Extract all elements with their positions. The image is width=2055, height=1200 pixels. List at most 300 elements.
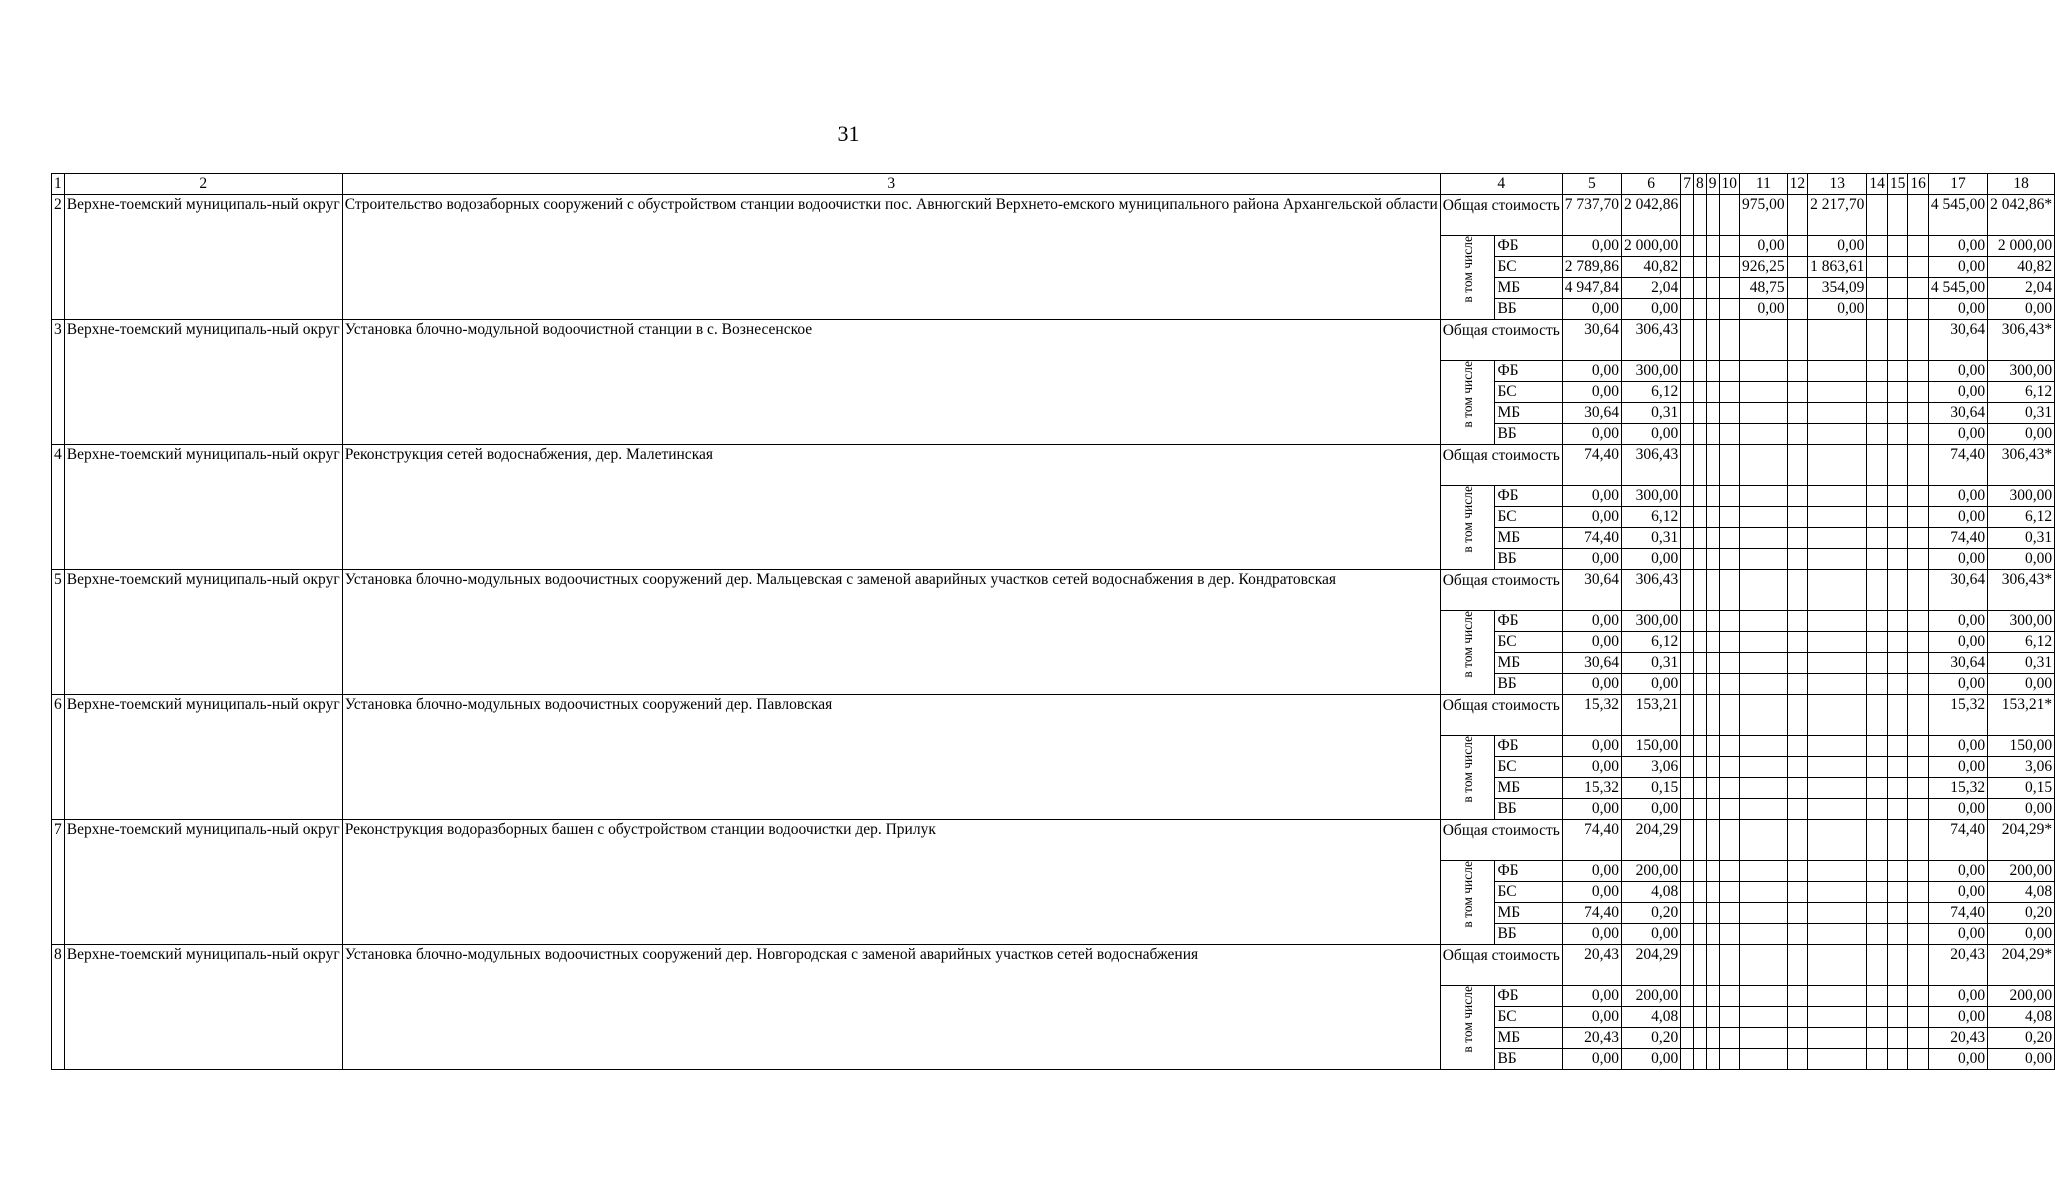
source-value-col-17: 0,00 (1928, 632, 1987, 653)
source-value-col-12 (1787, 1028, 1808, 1049)
source-value-col-5: 0,00 (1562, 986, 1621, 1007)
source-value-col-12 (1787, 882, 1808, 903)
source-value-col-10 (1719, 611, 1740, 632)
total-value-col-14 (1867, 570, 1888, 611)
source-value-col-10 (1719, 736, 1740, 757)
source-value-col-9 (1706, 778, 1719, 799)
source-value-col-6: 0,00 (1622, 1049, 1681, 1070)
source-value-col-16 (1908, 528, 1929, 549)
source-value-col-5: 0,00 (1562, 924, 1621, 945)
total-value-col-12 (1787, 570, 1808, 611)
source-value-col-14 (1867, 611, 1888, 632)
total-value-col-5: 20,43 (1562, 945, 1621, 986)
source-value-col-10 (1719, 1028, 1740, 1049)
total-value-col-13 (1808, 320, 1867, 361)
source-value-col-9 (1706, 861, 1719, 882)
source-value-col-18: 0,00 (1988, 1049, 2055, 1070)
source-value-col-16 (1908, 1049, 1929, 1070)
source-value-col-7 (1681, 1049, 1694, 1070)
district-name: Верхне-тоемский муниципаль-ный округ (64, 945, 342, 1070)
column-number-8: 8 (1694, 174, 1707, 195)
source-value-col-16 (1908, 486, 1929, 507)
funding-source-code: ФБ (1495, 986, 1562, 1007)
source-value-col-6: 4,08 (1622, 882, 1681, 903)
source-value-col-5: 2 789,86 (1562, 257, 1621, 278)
source-value-col-16 (1908, 674, 1929, 695)
total-value-col-5: 74,40 (1562, 445, 1621, 486)
project-number: 6 (52, 695, 65, 820)
source-value-col-14 (1867, 549, 1888, 570)
source-value-col-6: 0,00 (1622, 299, 1681, 320)
source-value-col-17: 0,00 (1928, 1049, 1987, 1070)
source-value-col-13 (1808, 653, 1867, 674)
total-value-col-6: 153,21 (1622, 695, 1681, 736)
source-value-col-7 (1681, 653, 1694, 674)
total-value-col-13 (1808, 445, 1867, 486)
total-value-col-9 (1706, 820, 1719, 861)
in-that-text: в том числе (1460, 861, 1476, 928)
total-value-col-17: 4 545,00 (1928, 195, 1987, 236)
source-value-col-12 (1787, 549, 1808, 570)
total-value-col-6: 306,43 (1622, 445, 1681, 486)
funding-source-code: ВБ (1495, 549, 1562, 570)
source-value-col-17: 0,00 (1928, 799, 1987, 820)
total-value-col-14 (1867, 195, 1888, 236)
total-value-col-14 (1867, 820, 1888, 861)
total-cost-label: Общая стоимость (1440, 195, 1562, 236)
source-value-col-7 (1681, 611, 1694, 632)
in-that-text: в том числе (1460, 736, 1476, 803)
source-value-col-8 (1694, 1049, 1707, 1070)
source-value-col-9 (1706, 799, 1719, 820)
source-value-col-6: 150,00 (1622, 736, 1681, 757)
source-value-col-7 (1681, 257, 1694, 278)
source-value-col-13 (1808, 1049, 1867, 1070)
source-value-col-5: 0,00 (1562, 236, 1621, 257)
source-value-col-12 (1787, 236, 1808, 257)
source-value-col-12 (1787, 986, 1808, 1007)
source-value-col-7 (1681, 361, 1694, 382)
source-value-col-16 (1908, 903, 1929, 924)
source-value-col-12 (1787, 924, 1808, 945)
source-value-col-9 (1706, 403, 1719, 424)
total-value-col-11 (1740, 695, 1788, 736)
total-value-col-15 (1887, 695, 1908, 736)
source-value-col-11 (1740, 757, 1788, 778)
source-value-col-6: 0,20 (1622, 1028, 1681, 1049)
in-that-label (1440, 861, 1495, 945)
total-value-col-6: 204,29 (1622, 820, 1681, 861)
project-number: 7 (52, 820, 65, 945)
source-value-col-10 (1719, 486, 1740, 507)
source-value-col-17: 0,00 (1928, 986, 1987, 1007)
source-value-col-11 (1740, 1049, 1788, 1070)
source-value-col-16 (1908, 549, 1929, 570)
total-value-col-8 (1694, 945, 1707, 986)
source-value-col-15 (1887, 1028, 1908, 1049)
source-value-col-9 (1706, 486, 1719, 507)
column-number-15: 15 (1887, 174, 1908, 195)
source-value-col-12 (1787, 632, 1808, 653)
source-value-col-18: 200,00 (1988, 986, 2055, 1007)
source-value-col-9 (1706, 653, 1719, 674)
source-value-col-17: 74,40 (1928, 528, 1987, 549)
source-value-col-18: 0,15 (1988, 778, 2055, 799)
source-value-col-14 (1867, 278, 1888, 299)
source-value-col-7 (1681, 424, 1694, 445)
source-value-col-18: 0,00 (1988, 299, 2055, 320)
source-value-col-15 (1887, 778, 1908, 799)
source-value-col-8 (1694, 1028, 1707, 1049)
source-value-col-15 (1887, 1049, 1908, 1070)
source-value-col-15 (1887, 986, 1908, 1007)
source-value-col-10 (1719, 1007, 1740, 1028)
source-value-col-15 (1887, 403, 1908, 424)
source-value-col-17: 0,00 (1928, 882, 1987, 903)
total-value-col-7 (1681, 820, 1694, 861)
source-value-col-11 (1740, 674, 1788, 695)
source-value-col-9 (1706, 236, 1719, 257)
total-value-col-8 (1694, 820, 1707, 861)
source-value-col-7 (1681, 986, 1694, 1007)
source-value-col-9 (1706, 257, 1719, 278)
funding-source-code: БС (1495, 1007, 1562, 1028)
source-value-col-16 (1908, 757, 1929, 778)
total-cost-label: Общая стоимость (1440, 320, 1562, 361)
total-value-col-9 (1706, 445, 1719, 486)
source-value-col-12 (1787, 1049, 1808, 1070)
source-value-col-9 (1706, 549, 1719, 570)
source-value-col-7 (1681, 799, 1694, 820)
source-value-col-11: 0,00 (1740, 236, 1788, 257)
source-value-col-7 (1681, 299, 1694, 320)
source-value-col-10 (1719, 507, 1740, 528)
total-value-col-18: 2 042,86* (1988, 195, 2055, 236)
source-value-col-13: 354,09 (1808, 278, 1867, 299)
column-number-14: 14 (1867, 174, 1888, 195)
total-value-col-16 (1908, 820, 1929, 861)
source-value-col-12 (1787, 361, 1808, 382)
district-name: Верхне-тоемский муниципаль-ный округ (64, 820, 342, 945)
funding-source-code: БС (1495, 507, 1562, 528)
source-value-col-15 (1887, 528, 1908, 549)
source-value-col-5: 0,00 (1562, 486, 1621, 507)
total-value-col-8 (1694, 570, 1707, 611)
funding-source-code: МБ (1495, 778, 1562, 799)
budget-table (51, 173, 2055, 1070)
funding-source-code: БС (1495, 382, 1562, 403)
source-value-col-17: 0,00 (1928, 674, 1987, 695)
source-value-col-15 (1887, 882, 1908, 903)
source-value-col-13 (1808, 361, 1867, 382)
source-value-col-13 (1808, 403, 1867, 424)
total-value-col-7 (1681, 570, 1694, 611)
source-value-col-14 (1867, 1049, 1888, 1070)
source-value-col-17: 0,00 (1928, 486, 1987, 507)
project-name: Установка блочно-модульных водоочистных сооружений дер. Павловская (342, 695, 1440, 820)
total-value-col-18: 153,21* (1988, 695, 2055, 736)
source-value-col-16 (1908, 361, 1929, 382)
source-value-col-11 (1740, 903, 1788, 924)
source-value-col-6: 200,00 (1622, 986, 1681, 1007)
project-number: 2 (52, 195, 65, 320)
source-value-col-11 (1740, 507, 1788, 528)
source-value-col-7 (1681, 736, 1694, 757)
source-value-col-17: 0,00 (1928, 424, 1987, 445)
source-value-col-10 (1719, 799, 1740, 820)
source-value-col-6: 300,00 (1622, 611, 1681, 632)
source-value-col-10 (1719, 674, 1740, 695)
source-value-col-16 (1908, 653, 1929, 674)
in-that-text: в том числе (1460, 361, 1476, 428)
total-value-col-14 (1867, 445, 1888, 486)
column-number-row (52, 174, 2055, 195)
total-value-col-16 (1908, 445, 1929, 486)
total-cost-label: Общая стоимость (1440, 445, 1562, 486)
source-value-col-12 (1787, 903, 1808, 924)
source-value-col-14 (1867, 257, 1888, 278)
source-value-col-7 (1681, 1007, 1694, 1028)
funding-source-code: ФБ (1495, 361, 1562, 382)
source-value-col-7 (1681, 236, 1694, 257)
source-value-col-9 (1706, 736, 1719, 757)
source-value-col-18: 200,00 (1988, 861, 2055, 882)
source-value-col-10 (1719, 653, 1740, 674)
source-value-col-12 (1787, 736, 1808, 757)
total-value-col-17: 30,64 (1928, 320, 1987, 361)
source-value-col-15 (1887, 632, 1908, 653)
source-value-col-11 (1740, 549, 1788, 570)
column-number-6: 6 (1622, 174, 1681, 195)
total-value-col-6: 306,43 (1622, 570, 1681, 611)
total-value-col-16 (1908, 320, 1929, 361)
source-value-col-5: 0,00 (1562, 299, 1621, 320)
funding-source-code: ВБ (1495, 799, 1562, 820)
source-value-col-13 (1808, 736, 1867, 757)
source-value-col-8 (1694, 674, 1707, 695)
project-name: Реконструкция водоразборных башен с обустройством станции водоочистки дер. Прилук (342, 820, 1440, 945)
source-value-col-18: 6,12 (1988, 507, 2055, 528)
project-number: 8 (52, 945, 65, 1070)
source-value-col-12 (1787, 507, 1808, 528)
source-value-col-14 (1867, 924, 1888, 945)
source-value-col-15 (1887, 653, 1908, 674)
source-value-col-18: 300,00 (1988, 361, 2055, 382)
funding-source-code: ВБ (1495, 1049, 1562, 1070)
source-value-col-18: 0,00 (1988, 924, 2055, 945)
total-value-col-12 (1787, 195, 1808, 236)
column-number-10: 10 (1719, 174, 1740, 195)
source-value-col-17: 30,64 (1928, 653, 1987, 674)
source-value-col-15 (1887, 278, 1908, 299)
source-value-col-13: 0,00 (1808, 299, 1867, 320)
source-value-col-10 (1719, 924, 1740, 945)
total-value-col-15 (1887, 320, 1908, 361)
source-value-col-12 (1787, 486, 1808, 507)
page-number: 31 (837, 121, 860, 146)
source-value-col-9 (1706, 924, 1719, 945)
total-value-col-7 (1681, 695, 1694, 736)
total-cost-label: Общая стоимость (1440, 570, 1562, 611)
source-value-col-7 (1681, 632, 1694, 653)
source-value-col-9 (1706, 632, 1719, 653)
source-value-col-7 (1681, 924, 1694, 945)
source-value-col-17: 0,00 (1928, 236, 1987, 257)
total-value-col-7 (1681, 945, 1694, 986)
source-value-col-9 (1706, 424, 1719, 445)
source-value-col-8 (1694, 257, 1707, 278)
source-value-col-17: 0,00 (1928, 611, 1987, 632)
source-value-col-5: 74,40 (1562, 903, 1621, 924)
source-value-col-10 (1719, 528, 1740, 549)
source-value-col-14 (1867, 528, 1888, 549)
source-value-col-13 (1808, 549, 1867, 570)
project-row (52, 195, 2055, 236)
project-row (52, 445, 2055, 486)
source-value-col-7 (1681, 778, 1694, 799)
source-value-col-13 (1808, 757, 1867, 778)
source-value-col-16 (1908, 278, 1929, 299)
source-value-col-5: 0,00 (1562, 361, 1621, 382)
funding-source-code: ФБ (1495, 861, 1562, 882)
in-that-label (1440, 736, 1495, 820)
source-value-col-13 (1808, 903, 1867, 924)
source-value-col-16 (1908, 799, 1929, 820)
source-value-col-16 (1908, 382, 1929, 403)
total-value-col-8 (1694, 445, 1707, 486)
source-value-col-6: 6,12 (1622, 382, 1681, 403)
source-value-col-7 (1681, 1028, 1694, 1049)
source-value-col-7 (1681, 861, 1694, 882)
funding-source-code: БС (1495, 757, 1562, 778)
source-value-col-18: 0,31 (1988, 653, 2055, 674)
source-value-col-14 (1867, 986, 1888, 1007)
source-value-col-16 (1908, 507, 1929, 528)
column-number-16: 16 (1908, 174, 1929, 195)
total-value-col-17: 15,32 (1928, 695, 1987, 736)
source-value-col-8 (1694, 382, 1707, 403)
total-value-col-9 (1706, 320, 1719, 361)
source-value-col-16 (1908, 236, 1929, 257)
source-value-col-14 (1867, 861, 1888, 882)
source-value-col-8 (1694, 653, 1707, 674)
total-value-col-9 (1706, 945, 1719, 986)
source-value-col-18: 0,00 (1988, 674, 2055, 695)
source-value-col-13 (1808, 674, 1867, 695)
source-value-col-13 (1808, 507, 1867, 528)
source-value-col-8 (1694, 757, 1707, 778)
total-value-col-11 (1740, 445, 1788, 486)
funding-source-code: БС (1495, 882, 1562, 903)
total-value-col-8 (1694, 695, 1707, 736)
source-value-col-7 (1681, 882, 1694, 903)
funding-source-code: ФБ (1495, 236, 1562, 257)
source-value-col-18: 0,00 (1988, 799, 2055, 820)
source-value-col-6: 0,00 (1622, 549, 1681, 570)
total-value-col-18: 306,43* (1988, 320, 2055, 361)
total-value-col-15 (1887, 945, 1908, 986)
total-value-col-6: 204,29 (1622, 945, 1681, 986)
total-value-col-5: 74,40 (1562, 820, 1621, 861)
funding-source-code: БС (1495, 257, 1562, 278)
source-value-col-7 (1681, 278, 1694, 299)
funding-source-code: БС (1495, 632, 1562, 653)
source-value-col-13 (1808, 486, 1867, 507)
total-value-col-12 (1787, 695, 1808, 736)
source-value-col-14 (1867, 486, 1888, 507)
source-value-col-10 (1719, 882, 1740, 903)
project-row (52, 570, 2055, 611)
source-value-col-11 (1740, 632, 1788, 653)
source-value-col-10 (1719, 382, 1740, 403)
source-value-col-6: 0,15 (1622, 778, 1681, 799)
source-value-col-12 (1787, 757, 1808, 778)
project-name: Строительство водозаборных сооружений с обустройством станции водоочистки пос. Авнюгский Верхнето-емского муниципального района Архангельской области (342, 195, 1440, 320)
total-value-col-16 (1908, 570, 1929, 611)
funding-source-code: ВБ (1495, 674, 1562, 695)
project-row (52, 945, 2055, 986)
total-value-col-14 (1867, 695, 1888, 736)
source-value-col-7 (1681, 903, 1694, 924)
total-value-col-17: 20,43 (1928, 945, 1987, 986)
source-value-col-14 (1867, 507, 1888, 528)
source-value-col-16 (1908, 861, 1929, 882)
total-value-col-9 (1706, 195, 1719, 236)
total-cost-label: Общая стоимость (1440, 945, 1562, 986)
source-value-col-6: 300,00 (1622, 361, 1681, 382)
source-value-col-6: 0,00 (1622, 799, 1681, 820)
source-value-col-18: 0,00 (1988, 424, 2055, 445)
source-value-col-5: 0,00 (1562, 1049, 1621, 1070)
source-value-col-11 (1740, 861, 1788, 882)
source-value-col-17: 0,00 (1928, 924, 1987, 945)
source-value-col-11: 0,00 (1740, 299, 1788, 320)
source-value-col-11 (1740, 799, 1788, 820)
source-value-col-10 (1719, 757, 1740, 778)
source-value-col-15 (1887, 1007, 1908, 1028)
source-value-col-18: 0,20 (1988, 903, 2055, 924)
source-value-col-15 (1887, 757, 1908, 778)
source-value-col-18: 6,12 (1988, 382, 2055, 403)
funding-source-code: ФБ (1495, 611, 1562, 632)
source-value-col-15 (1887, 903, 1908, 924)
source-value-col-14 (1867, 799, 1888, 820)
project-name: Установка блочно-модульных водоочистных сооружений дер. Мальцевская с заменой аварийных участков сетей водоснабжения в дер. Кондратовская (342, 570, 1440, 695)
column-number-9: 9 (1706, 174, 1719, 195)
source-value-col-5: 0,00 (1562, 882, 1621, 903)
source-value-col-15 (1887, 382, 1908, 403)
source-value-col-14 (1867, 361, 1888, 382)
column-number-17: 17 (1928, 174, 1987, 195)
source-value-col-16 (1908, 924, 1929, 945)
source-value-col-13: 0,00 (1808, 236, 1867, 257)
source-value-col-13 (1808, 632, 1867, 653)
source-value-col-13 (1808, 799, 1867, 820)
source-value-col-15 (1887, 924, 1908, 945)
source-value-col-8 (1694, 278, 1707, 299)
total-value-col-7 (1681, 320, 1694, 361)
total-value-col-8 (1694, 195, 1707, 236)
total-value-col-11 (1740, 945, 1788, 986)
source-value-col-18: 4,08 (1988, 1007, 2055, 1028)
source-value-col-17: 0,00 (1928, 757, 1987, 778)
total-value-col-15 (1887, 195, 1908, 236)
source-value-col-9 (1706, 361, 1719, 382)
funding-source-code: МБ (1495, 903, 1562, 924)
source-value-col-8 (1694, 611, 1707, 632)
total-value-col-5: 7 737,70 (1562, 195, 1621, 236)
total-value-col-18: 204,29* (1988, 945, 2055, 986)
